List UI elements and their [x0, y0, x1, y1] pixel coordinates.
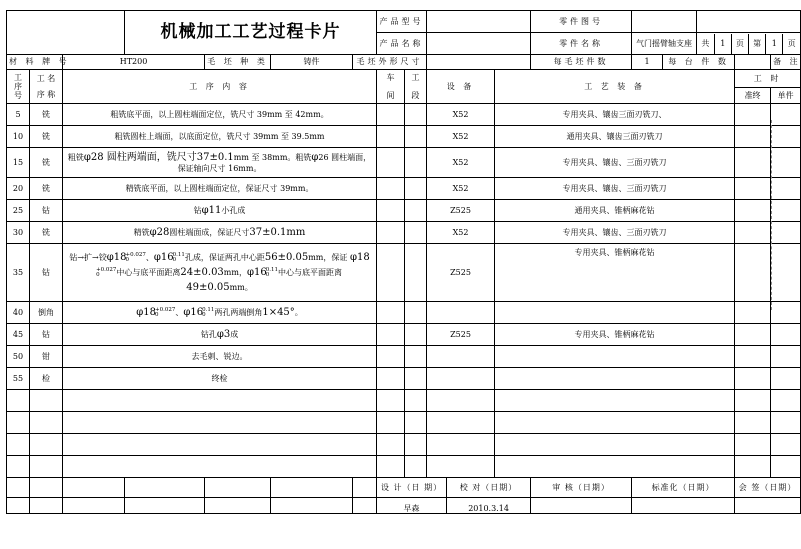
- op-content-part: 成: [230, 329, 239, 339]
- col-content: 工 序 内 容: [63, 70, 377, 104]
- countersign: [735, 498, 801, 514]
- diameter-symbol: φ: [216, 328, 224, 340]
- rev-cell: [63, 478, 125, 498]
- op-tooling: [495, 302, 735, 324]
- tolerance-upper: 0.11: [172, 252, 185, 259]
- col-workshop: [377, 70, 405, 104]
- op-content-part: 37±0.1: [196, 152, 234, 164]
- op-content: [63, 200, 377, 222]
- op-tooling: 专用夹具、镶齿、三面刃铣刀: [495, 222, 735, 244]
- tolerance: [202, 308, 214, 317]
- table-row: [7, 222, 801, 244]
- op-unit: [771, 126, 801, 148]
- op-content-part: 18: [356, 252, 370, 263]
- current-value: 1: [766, 34, 783, 54]
- op-unit: [771, 200, 801, 222]
- col-unit-time: 单件: [771, 88, 801, 104]
- diameter-symbol: φ: [83, 152, 91, 164]
- op-workshop: [377, 368, 405, 390]
- rev-cell: [271, 498, 353, 514]
- op-name: 钻: [30, 200, 63, 222]
- op-workshop: [377, 302, 405, 324]
- op-unit: [771, 104, 801, 126]
- remarks-label: 备 注: [771, 55, 801, 70]
- col-proc-no: [7, 70, 30, 104]
- col-equipment: 设 备: [427, 70, 495, 104]
- op-content-part: 16: [253, 267, 267, 278]
- op-name: 钻: [30, 324, 63, 346]
- op-name: 铣: [30, 178, 63, 200]
- op-section: [405, 178, 427, 200]
- total-unit: 页: [731, 34, 748, 54]
- rev-cell: [30, 478, 63, 498]
- op-prep: [735, 148, 771, 178]
- op-no: 10: [7, 126, 30, 148]
- op-content-part: 28 圆柱两端面，铣尺寸: [90, 152, 197, 164]
- diameter-symbol: φ: [183, 306, 191, 318]
- part-name-label: 零件名称: [531, 33, 632, 55]
- op-section: [405, 346, 427, 368]
- op-content: 粗铣底平面，以上圆柱端面定位，铣尺寸 39mm 至 42mm。: [63, 104, 377, 126]
- product-name-label: 产品名称: [377, 33, 427, 55]
- pieces-per-machine-label: 每 台 件 数: [663, 55, 735, 70]
- op-workshop: [377, 178, 405, 200]
- op-content-part: 。: [294, 307, 303, 317]
- tolerance-lower: 0: [172, 257, 177, 263]
- op-no: 30: [7, 222, 30, 244]
- col-workshop-1: 车: [386, 73, 395, 83]
- op-tooling: [495, 368, 735, 390]
- op-name: 铣: [30, 126, 63, 148]
- op-content-part: 小孔成: [221, 205, 246, 215]
- tolerance-lower: 0: [202, 311, 206, 318]
- op-content-part: 3: [223, 328, 231, 340]
- op-unit: [771, 178, 801, 200]
- table-row: [7, 126, 801, 148]
- op-content-part: 18: [113, 252, 127, 263]
- op-tooling: 通用夹具、锥柄麻花钻: [495, 200, 735, 222]
- tolerance: [96, 268, 116, 277]
- table-row: [7, 244, 801, 302]
- op-workshop: [377, 324, 405, 346]
- op-equipment: [427, 368, 495, 390]
- op-tooling: 通用夹具、镶齿三面刃铣刀: [495, 126, 735, 148]
- table-row: [7, 148, 801, 178]
- tolerance-lower: 0: [96, 272, 100, 278]
- diameter-symbol: φ: [311, 152, 319, 164]
- op-section: [405, 324, 427, 346]
- rev-cell: [125, 478, 205, 498]
- op-content-part: mm 至 38mm。粗铣: [233, 153, 312, 163]
- op-content-part: 两孔两端倒角: [214, 307, 263, 317]
- op-prep: [735, 222, 771, 244]
- op-prep: [735, 104, 771, 126]
- rev-cell: [30, 498, 63, 514]
- op-name: 铣: [30, 104, 63, 126]
- tolerance: [155, 308, 175, 317]
- col-proc-name-2: 序 称: [36, 89, 56, 99]
- op-unit: [771, 222, 801, 244]
- op-prep: [735, 346, 771, 368]
- op-content-part: 26 圆柱端面，保证轴向尺寸 16mm。: [177, 153, 372, 173]
- header-blank-right: [697, 11, 801, 33]
- op-workshop: [377, 346, 405, 368]
- op-unit: [771, 148, 801, 178]
- tolerance: [173, 253, 185, 262]
- diameter-symbol: φ: [136, 306, 144, 318]
- op-tooling: 专用夹具、镶齿、三面刃铣刀: [495, 148, 735, 178]
- op-content: [63, 222, 377, 244]
- op-content: [63, 244, 377, 302]
- op-workshop: [377, 148, 405, 178]
- op-content-part: 11: [208, 204, 222, 216]
- op-equipment: [427, 302, 495, 324]
- op-tooling: 专用夹具、锥柄麻花钻: [495, 244, 735, 302]
- col-proc-no-1: 工: [14, 72, 22, 82]
- op-no: 25: [7, 200, 30, 222]
- op-name: 铣: [30, 222, 63, 244]
- blank-type-value: 铸件: [271, 55, 353, 70]
- tolerance-upper: +0.027: [96, 267, 117, 274]
- design-date: 2010.3.14: [447, 498, 531, 514]
- op-content-part: 圆柱端面成，保证尺寸: [169, 227, 250, 237]
- op-name: 铣: [30, 148, 63, 178]
- op-unit: [771, 368, 801, 390]
- op-content-part: 、: [145, 253, 154, 262]
- op-content-part: 24±0.03: [180, 267, 224, 278]
- pieces-per-machine-value: [735, 55, 771, 70]
- tolerance-upper: +0.027: [154, 307, 176, 314]
- op-content-part: 56±0.05: [264, 252, 309, 263]
- tolerance-lower: 0: [265, 272, 270, 278]
- op-workshop: [377, 222, 405, 244]
- rev-cell: [7, 498, 30, 514]
- op-unit: [771, 324, 801, 346]
- empty-row: [7, 390, 801, 412]
- op-no: 5: [7, 104, 30, 126]
- op-content-part: 、: [175, 307, 184, 317]
- op-unit: [771, 346, 801, 368]
- blank-type-label: 毛 坯 种 类: [205, 55, 271, 70]
- rev-cell: [353, 498, 377, 514]
- rev-cell: [63, 498, 125, 514]
- current-unit: 页: [787, 38, 796, 48]
- op-workshop: [377, 244, 405, 302]
- op-equipment: X52: [427, 148, 495, 178]
- op-section: [405, 302, 427, 324]
- op-content-part: mm。: [229, 283, 253, 292]
- col-section-1: 工: [411, 73, 420, 83]
- op-content-part: 钻→扩→铰: [69, 253, 107, 262]
- empty-row: [7, 434, 801, 456]
- op-prep: [735, 244, 771, 302]
- col-proc-name: [30, 70, 63, 104]
- col-hours: 工 时: [735, 70, 801, 88]
- check-label: 校 对（日期）: [447, 478, 531, 498]
- op-prep: [735, 302, 771, 324]
- op-no: 20: [7, 178, 30, 200]
- col-prep-time: 准终: [735, 88, 771, 104]
- op-content-part: 中心与底平面距离: [116, 268, 181, 277]
- op-content-part: 28: [156, 226, 170, 238]
- page-edge-marker: [768, 120, 772, 310]
- process-card: [6, 10, 801, 514]
- op-content-part: 37±0.1mm: [249, 226, 306, 238]
- op-content: [63, 324, 377, 346]
- op-equipment: Z525: [427, 244, 495, 302]
- op-equipment: Z525: [427, 324, 495, 346]
- rev-cell: [7, 478, 30, 498]
- op-tooling: [495, 346, 735, 368]
- op-content-part: 粗铣: [67, 153, 84, 163]
- col-proc-no-2: 序: [14, 81, 22, 91]
- diameter-symbol: φ: [153, 252, 161, 263]
- op-content: 精铣底平面，以上圆柱端面定位，保证尺寸 39mm。: [63, 178, 377, 200]
- op-name: 检: [30, 368, 63, 390]
- op-content-part: 中心与底平面距离: [277, 268, 342, 277]
- blank-dim-label: 毛坯外形尺寸: [353, 55, 427, 70]
- tolerance-lower: 0: [125, 257, 129, 263]
- design-label: 设 计（日 期）: [377, 478, 447, 498]
- op-content-part: 1×45°: [262, 306, 295, 318]
- tolerance-lower: 0: [154, 311, 159, 318]
- total-label: 共: [697, 34, 714, 54]
- blank-dim-value: [427, 55, 531, 70]
- op-equipment: [427, 346, 495, 368]
- op-content-part: 钻孔: [200, 329, 217, 339]
- rev-cell: [271, 478, 353, 498]
- op-content-part: 钻: [193, 205, 202, 215]
- op-equipment: X52: [427, 126, 495, 148]
- op-no: 50: [7, 346, 30, 368]
- empty-row: [7, 456, 801, 478]
- card-title: 机械加工工艺过程卡片: [125, 11, 377, 55]
- op-content-part: 18: [143, 306, 156, 318]
- op-section: [405, 126, 427, 148]
- op-prep: [735, 324, 771, 346]
- op-tooling: 专用夹具、镶齿、三面刃铣刀: [495, 178, 735, 200]
- op-equipment: Z525: [427, 200, 495, 222]
- table-row: [7, 178, 801, 200]
- table-row: [7, 368, 801, 390]
- table-row: [7, 324, 801, 346]
- op-section: [405, 148, 427, 178]
- empty-row: [7, 412, 801, 434]
- diameter-symbol: φ: [106, 252, 114, 263]
- title-blank-left: [7, 11, 125, 55]
- op-prep: [735, 178, 771, 200]
- op-content: 去毛刺、锐边。: [63, 346, 377, 368]
- col-tooling: 工 艺 装 备: [495, 70, 735, 104]
- op-prep: [735, 368, 771, 390]
- op-section: [405, 222, 427, 244]
- op-content: [63, 148, 377, 178]
- op-content-part: 精铣: [133, 227, 150, 237]
- op-equipment: X52: [427, 222, 495, 244]
- op-content-part: 49±0.05: [186, 282, 230, 293]
- pieces-per-blank-label: 每毛坯件数: [531, 55, 632, 70]
- tolerance-upper: 0.11: [265, 267, 278, 274]
- tolerance-upper: 0.11: [202, 307, 215, 314]
- rev-cell: [125, 498, 205, 514]
- op-name: 倒角: [30, 302, 63, 324]
- op-content-part: mm，保证: [308, 253, 348, 262]
- op-prep: [735, 200, 771, 222]
- tolerance: [125, 253, 145, 262]
- op-content-part: 孔成，保证两孔中心距: [184, 253, 265, 262]
- tolerance-upper: +0.027: [125, 252, 146, 259]
- tolerance: [266, 268, 278, 277]
- op-equipment: X52: [427, 104, 495, 126]
- op-unit: [771, 302, 801, 324]
- designer-name: 早森: [377, 498, 447, 514]
- op-section: [405, 244, 427, 302]
- rev-cell: [353, 478, 377, 498]
- col-section-2: 段: [411, 90, 420, 100]
- col-proc-name-1: 工 名: [36, 74, 56, 84]
- product-model-value[interactable]: [427, 11, 531, 33]
- pieces-per-blank-value: 1: [632, 55, 663, 70]
- part-name-value[interactable]: 气门摇臂轴支座: [632, 33, 697, 55]
- op-content: 终检: [63, 368, 377, 390]
- table-row: [7, 104, 801, 126]
- op-tooling: 专用夹具、镶齿三面刃铣刀、: [495, 104, 735, 126]
- op-name: 钳: [30, 346, 63, 368]
- op-no: 55: [7, 368, 30, 390]
- op-content-part: mm，: [223, 268, 247, 277]
- product-model-label: 产品型号: [377, 11, 427, 33]
- part-drawing-no-value[interactable]: [632, 11, 697, 33]
- page-count: [697, 33, 801, 55]
- op-name: 钻: [30, 244, 63, 302]
- part-drawing-no-label: 零件图号: [531, 11, 632, 33]
- op-equipment: X52: [427, 178, 495, 200]
- op-section: [405, 368, 427, 390]
- op-no: 15: [7, 148, 30, 178]
- op-unit: [771, 244, 801, 302]
- op-workshop: [377, 200, 405, 222]
- standard-sign: [632, 498, 735, 514]
- op-section: [405, 104, 427, 126]
- op-content-part: 16: [160, 252, 174, 263]
- sign-label: 会 签（日期）: [735, 478, 801, 498]
- op-workshop: [377, 104, 405, 126]
- col-workshop-2: 间: [386, 90, 395, 100]
- review-label: 审 核（日期）: [531, 478, 632, 498]
- op-no: 35: [7, 244, 30, 302]
- op-workshop: [377, 126, 405, 148]
- diameter-symbol: φ: [349, 252, 357, 263]
- total-value: 1: [714, 34, 731, 54]
- op-section: [405, 200, 427, 222]
- table-row: [7, 346, 801, 368]
- diameter-symbol: φ: [149, 226, 157, 238]
- col-section: [405, 70, 427, 104]
- table-row: [7, 200, 801, 222]
- product-name-value[interactable]: [427, 33, 531, 55]
- rev-cell: [205, 498, 271, 514]
- current-label: 第: [749, 34, 766, 54]
- op-tooling: 专用夹具、锥柄麻花钻: [495, 324, 735, 346]
- rev-cell: [205, 478, 271, 498]
- op-prep: [735, 126, 771, 148]
- op-content: 粗铣圆柱上端面，以底面定位，铣尺寸 39mm 至 39.5mm: [63, 126, 377, 148]
- op-content: [63, 302, 377, 324]
- process-card-table: [6, 10, 801, 514]
- op-no: 45: [7, 324, 30, 346]
- material-grade-value: HT200: [63, 55, 205, 70]
- op-content-part: 16: [190, 306, 204, 318]
- diameter-symbol: φ: [246, 267, 254, 278]
- standard-label: 标准化（日期）: [632, 478, 735, 498]
- table-row: [7, 302, 801, 324]
- review-sign: [531, 498, 632, 514]
- col-proc-no-3: 号: [14, 91, 22, 101]
- op-no: 40: [7, 302, 30, 324]
- diameter-symbol: φ: [201, 204, 209, 216]
- material-grade-label: 材 料 牌 号: [7, 55, 63, 70]
